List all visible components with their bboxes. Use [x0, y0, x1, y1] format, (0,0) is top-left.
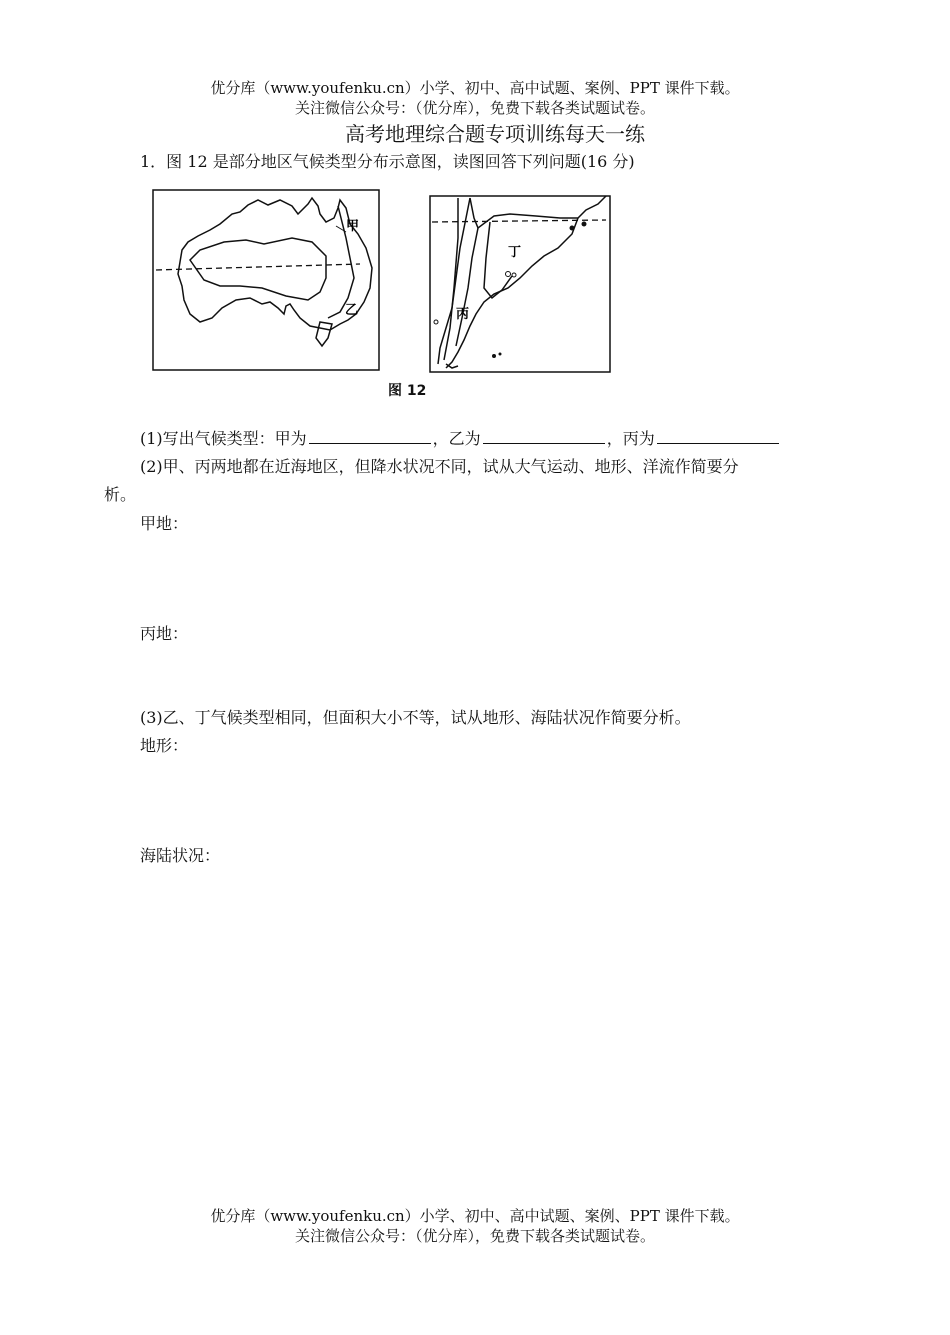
header-line-2: 关注微信公众号：（优分库），免费下载各类试题试卷。: [294, 99, 655, 117]
island-dot-2: [499, 353, 502, 356]
bing-di-label: 丙地：: [140, 624, 189, 643]
answer-blank-yi[interactable]: [483, 427, 605, 444]
question-2-line-1: (2)甲、丙两地都在近海地区，但降水状况不同，试从大气运动、地形、洋流作简要分: [140, 457, 739, 476]
figure-12: [140, 178, 630, 408]
q1-mid1: ，乙为: [432, 429, 481, 448]
page-title: 高考地理综合题专项训练每天一练: [345, 122, 645, 146]
australia-map: [153, 190, 379, 370]
footer-line-2: 关注微信公众号：（优分库），免费下载各类试题试卷。: [294, 1227, 655, 1245]
question-3: (3)乙、丁气候类型相同，但面积大小不等，试从地形、海陆状况作简要分析。: [140, 708, 691, 727]
city-dot-1: [506, 272, 511, 277]
tasmania-outline: [316, 322, 332, 346]
label-ding: 丁: [508, 245, 522, 260]
tropic-line-australia: [156, 264, 360, 270]
footer-line-1: 优分库（www.youfenku.cn）小学、初中、高中试题、案例、PPT 课件下载。: [210, 1207, 740, 1225]
q1-mid2: ，丙为: [606, 429, 655, 448]
label-bing: 丙: [456, 307, 470, 322]
interior-climate-boundary: [484, 222, 512, 298]
figure-caption: 图 12: [388, 383, 427, 399]
question-intro: 1．图 12 是部分地区气候类型分布示意图，读图回答下列问题(16 分): [140, 152, 635, 171]
q1-prefix: (1)写出气候类型：甲为: [140, 429, 307, 448]
andes-boundary-2: [456, 228, 478, 346]
island-dot-1: [492, 354, 496, 358]
city-dot-5: [434, 320, 438, 324]
label-yi: 乙: [345, 303, 359, 318]
city-dot-2: [512, 273, 516, 277]
label-jia: 甲: [346, 219, 360, 234]
header-line-1: 优分库（www.youfenku.cn）小学、初中、高中试题、案例、PPT 课件下载。: [210, 79, 740, 97]
australia-map-frame: [153, 190, 379, 370]
city-dot-3: [570, 226, 575, 231]
south-america-east-coast: [446, 218, 578, 368]
climate-map-figure: [140, 178, 630, 408]
jia-di-label: 甲地：: [140, 514, 189, 533]
tierra-del-fuego: [446, 364, 458, 368]
hailu-label: 海陆状况：: [140, 846, 221, 865]
australia-coastline: [178, 198, 372, 330]
answer-blank-bing[interactable]: [657, 427, 779, 444]
city-dot-4: [582, 222, 587, 227]
answer-blank-jia[interactable]: [309, 427, 431, 444]
question-1: [140, 427, 781, 450]
dixing-label: 地形：: [140, 736, 189, 755]
question-2-line-2: 析。: [104, 485, 137, 504]
